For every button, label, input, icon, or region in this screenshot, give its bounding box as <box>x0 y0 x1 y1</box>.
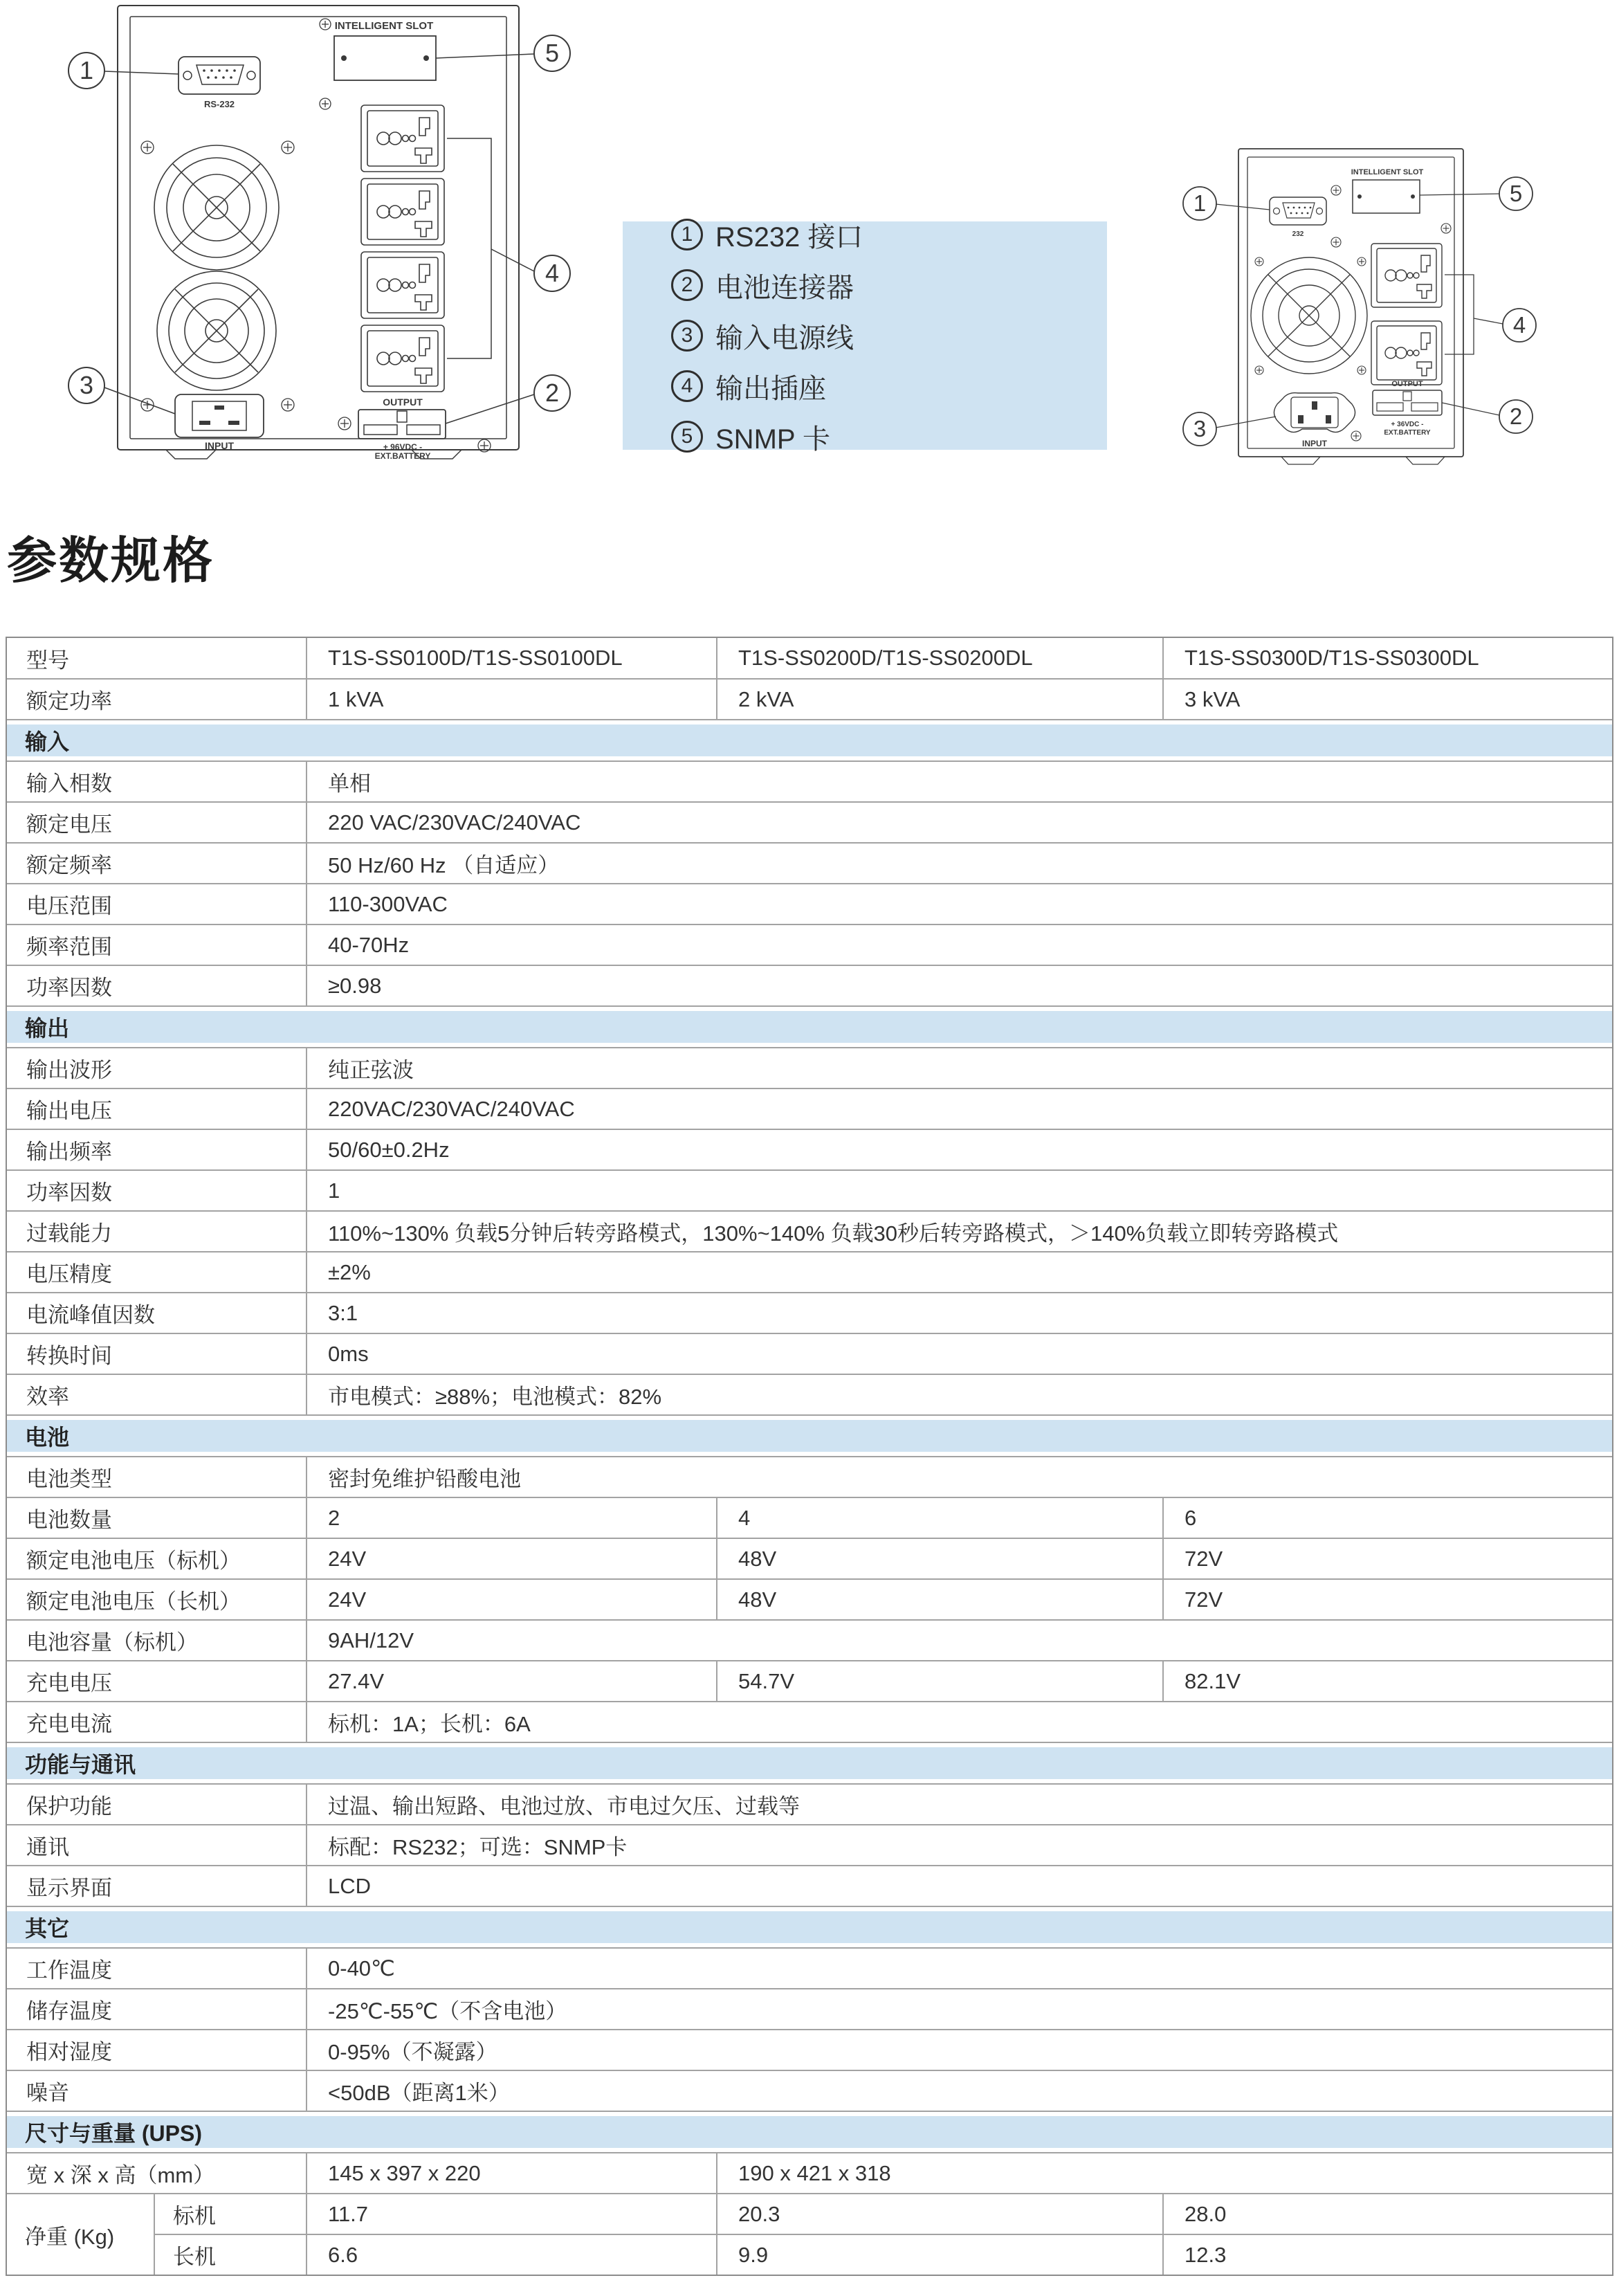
intelligent-slot <box>334 20 436 80</box>
value-cell: 单相 <box>306 760 1612 801</box>
legend-item-rs232 <box>671 215 1107 255</box>
value-cell: 110-300VAC <box>306 883 1612 924</box>
row-label: 噪音 <box>7 2070 306 2111</box>
battery-voltage-label: + 36VDC - <box>1391 421 1424 428</box>
intelligent-slot-label: INTELLIGENT SLOT <box>334 20 434 32</box>
ups-rear-panel-small-diagram <box>1149 131 1577 465</box>
section-header: 功能与通讯 <box>7 1742 1612 1783</box>
row-label: 频率范围 <box>7 924 306 965</box>
value-cell: 2 kVA <box>716 678 1162 719</box>
value-cell: 20.3 <box>716 2193 1162 2234</box>
legend-num-2: 2 <box>671 269 703 301</box>
value-cell: 82.1V <box>1162 1660 1612 1701</box>
ext-battery-label: EXT.BATTERY <box>1384 429 1431 437</box>
battery-voltage-label: + 96VDC - <box>383 442 423 452</box>
output-socket-1 <box>1371 244 1442 307</box>
legend-label-2: 电池连接器 <box>715 272 854 303</box>
row-label: 充电电流 <box>7 1701 306 1742</box>
value-cell: T1S-SS0300D/T1S-SS0300DL <box>1162 638 1612 678</box>
row-label: 功率因数 <box>7 965 306 1005</box>
leader-line-1 <box>1216 204 1270 210</box>
svg-text:2: 2 <box>1509 403 1523 429</box>
value-cell: 220VAC/230VAC/240VAC <box>306 1088 1612 1129</box>
svg-text:2: 2 <box>545 379 560 407</box>
leader-line-3 <box>1216 417 1276 428</box>
value-cell: 50/60±0.2Hz <box>306 1129 1612 1169</box>
section-header: 尺寸与重量 (UPS) <box>7 2111 1612 2152</box>
row-label: 过载能力 <box>7 1210 306 1251</box>
row-label: 通讯 <box>7 1824 306 1865</box>
value-cell: 市电模式：≥88%；电池模式：82% <box>306 1374 1612 1414</box>
value-cell: 27.4V <box>306 1660 716 1701</box>
bracket-4 <box>1445 275 1474 354</box>
value-cell: 11.7 <box>306 2193 716 2234</box>
value-cell: 1 kVA <box>306 678 716 719</box>
legend-num-1: 1 <box>671 219 703 250</box>
leader-line-4 <box>1474 318 1503 324</box>
legend-label-1: RS232 接口 <box>715 221 863 253</box>
output-socket-4 <box>361 325 444 392</box>
row-label: 保护功能 <box>7 1783 306 1824</box>
rs232-label: RS-232 <box>203 99 235 109</box>
value-cell: 密封免维护铅酸电池 <box>306 1456 1612 1497</box>
value-cell: 3:1 <box>306 1292 1612 1333</box>
row-label: 净重 (Kg) <box>7 2193 154 2275</box>
value-cell: 48V <box>716 1578 1162 1619</box>
svg-text:5: 5 <box>545 39 560 67</box>
section-header: 其它 <box>7 1906 1612 1947</box>
legend-label-5: SNMP 卡 <box>715 423 830 455</box>
row-label: 相对湿度 <box>7 2029 306 2070</box>
callout-1 <box>68 53 104 89</box>
value-cell: LCD <box>306 1865 1612 1906</box>
input-inlet <box>1274 393 1355 448</box>
rs232-connector <box>1270 197 1326 238</box>
svg-text:4: 4 <box>1512 312 1526 338</box>
page-title: 参数规格 <box>7 534 215 589</box>
sub-row-label: 长机 <box>154 2234 306 2275</box>
legend-item-output-socket <box>671 367 1107 406</box>
value-cell: T1S-SS0200D/T1S-SS0200DL <box>716 638 1162 678</box>
ext-battery-label: EXT.BATTERY <box>374 451 431 460</box>
value-cell: 标机：1A；长机：6A <box>306 1701 1612 1742</box>
value-cell: 40-70Hz <box>306 924 1612 965</box>
leader-line-4 <box>491 249 534 271</box>
row-label: 电池容量（标机） <box>7 1619 306 1660</box>
value-cell: 3 kVA <box>1162 678 1612 719</box>
legend-item-snmp-card <box>671 417 1107 457</box>
legend-num-5: 5 <box>671 421 703 453</box>
value-cell: <50dB（距离1米） <box>306 2070 1612 2111</box>
leader-line-5 <box>1420 194 1499 195</box>
row-label: 输出电压 <box>7 1088 306 1129</box>
callout-4 <box>534 255 570 291</box>
input-inlet <box>175 394 264 451</box>
row-label: 工作温度 <box>7 1947 306 1988</box>
cooling-fan-top <box>154 145 279 270</box>
row-label: 电流峰值因数 <box>7 1292 306 1333</box>
callout-legend <box>623 221 1107 455</box>
value-cell: 54.7V <box>716 1660 1162 1701</box>
legend-num-3: 3 <box>671 320 703 352</box>
value-cell: 72V <box>1162 1538 1612 1578</box>
value-cell: 110%~130% 负载5分钟后转旁路模式，130%~140% 负载30秒后转旁路模式，＞140%负载立即转旁路模式 <box>306 1210 1612 1251</box>
value-cell: ±2% <box>306 1251 1612 1292</box>
input-label: INPUT <box>205 440 234 451</box>
callout-5 <box>534 35 570 71</box>
row-label: 充电电压 <box>7 1660 306 1701</box>
value-cell: -25℃-55℃（不含电池） <box>306 1988 1612 2029</box>
value-cell: T1S-SS0100D/T1S-SS0100DL <box>306 638 716 678</box>
row-label: 额定电压 <box>7 801 306 842</box>
row-label: 宽 x 深 x 高（mm） <box>7 2152 306 2193</box>
legend-label-4: 输出插座 <box>715 373 826 404</box>
value-cell: 1 <box>306 1169 1612 1210</box>
leader-line-1 <box>104 71 179 74</box>
value-cell: 9AH/12V <box>306 1619 1612 1660</box>
spec-table <box>6 637 1613 2276</box>
leader-line-2 <box>446 394 534 423</box>
value-cell: 6 <box>1162 1497 1612 1538</box>
value-cell: 24V <box>306 1538 716 1578</box>
battery-connector <box>1373 390 1442 437</box>
legend-item-input-cord <box>671 316 1107 356</box>
value-cell: 220 VAC/230VAC/240VAC <box>306 801 1612 842</box>
input-label: INPUT <box>1302 439 1327 448</box>
value-cell: 2 <box>306 1497 716 1538</box>
svg-text:3: 3 <box>79 371 94 399</box>
svg-text:1: 1 <box>1193 190 1207 216</box>
cooling-fan <box>1251 257 1367 374</box>
value-cell: ≥0.98 <box>306 965 1612 1005</box>
row-label: 显示界面 <box>7 1865 306 1906</box>
row-label: 额定频率 <box>7 842 306 883</box>
callout-3 <box>68 367 104 403</box>
row-label: 电压精度 <box>7 1251 306 1292</box>
value-cell: 标配：RS232；可选：SNMP卡 <box>306 1824 1612 1865</box>
value-cell: 48V <box>716 1538 1162 1578</box>
legend-num-4: 4 <box>671 370 703 402</box>
section-header: 输出 <box>7 1005 1612 1047</box>
intelligent-slot <box>1351 168 1424 213</box>
value-cell: 145 x 397 x 220 <box>306 2152 716 2193</box>
row-label: 额定功率 <box>7 678 306 719</box>
row-label: 额定电池电压（长机） <box>7 1578 306 1619</box>
output-label: OUTPUT <box>1391 380 1423 388</box>
ups-rear-panel-large-diagram <box>35 0 581 460</box>
rs232-connector <box>179 57 260 109</box>
value-cell: 4 <box>716 1497 1162 1538</box>
row-label: 效率 <box>7 1374 306 1414</box>
value-cell: 190 x 421 x 318 <box>716 2152 1612 2193</box>
callout-5 <box>1499 177 1533 210</box>
value-cell: 50 Hz/60 Hz （自适应） <box>306 842 1612 883</box>
row-label: 转换时间 <box>7 1333 306 1374</box>
leader-line-2 <box>1442 403 1499 415</box>
legend-label-3: 输入电源线 <box>715 322 854 354</box>
output-socket-1 <box>361 105 444 172</box>
output-socket-3 <box>361 252 444 318</box>
rs232-label: 232 <box>1292 230 1304 238</box>
value-cell: 12.3 <box>1162 2234 1612 2275</box>
callout-4 <box>1503 309 1536 342</box>
callout-2 <box>534 375 570 411</box>
value-cell: 28.0 <box>1162 2193 1612 2234</box>
bracket-4 <box>447 138 491 358</box>
row-label: 输出频率 <box>7 1129 306 1169</box>
row-label: 输出波形 <box>7 1047 306 1088</box>
svg-text:3: 3 <box>1193 416 1207 441</box>
output-socket-2 <box>1371 321 1442 385</box>
cooling-fan-bottom <box>157 271 276 390</box>
row-label: 储存温度 <box>7 1988 306 2029</box>
section-header: 输入 <box>7 719 1612 760</box>
callout-3 <box>1183 412 1216 446</box>
svg-text:1: 1 <box>79 56 94 84</box>
value-cell: 纯正弦波 <box>306 1047 1612 1088</box>
row-label: 电池类型 <box>7 1456 306 1497</box>
value-cell: 0-95%（不凝露） <box>306 2029 1612 2070</box>
row-label: 电池数量 <box>7 1497 306 1538</box>
value-cell: 0-40℃ <box>306 1947 1612 1988</box>
row-label: 额定电池电压（标机） <box>7 1538 306 1578</box>
battery-connector <box>358 410 446 460</box>
svg-text:4: 4 <box>545 259 560 287</box>
row-label: 型号 <box>7 638 306 678</box>
row-label: 功率因数 <box>7 1169 306 1210</box>
callout-2 <box>1499 400 1533 433</box>
section-header: 电池 <box>7 1414 1612 1456</box>
output-label: OUTPUT <box>383 397 423 408</box>
value-cell: 6.6 <box>306 2234 716 2275</box>
output-socket-2 <box>361 179 444 245</box>
row-label: 电压范围 <box>7 883 306 924</box>
value-cell: 0ms <box>306 1333 1612 1374</box>
value-cell: 24V <box>306 1578 716 1619</box>
sub-row-label: 标机 <box>154 2193 306 2234</box>
row-label: 输入相数 <box>7 760 306 801</box>
leader-line-3 <box>104 388 175 414</box>
intelligent-slot-label: INTELLIGENT SLOT <box>1351 168 1424 176</box>
callout-1 <box>1183 187 1216 220</box>
value-cell: 9.9 <box>716 2234 1162 2275</box>
value-cell: 72V <box>1162 1578 1612 1619</box>
value-cell: 过温、输出短路、电池过放、市电过欠压、过载等 <box>306 1783 1612 1824</box>
legend-item-battery-connector <box>671 266 1107 305</box>
svg-text:5: 5 <box>1509 181 1523 206</box>
